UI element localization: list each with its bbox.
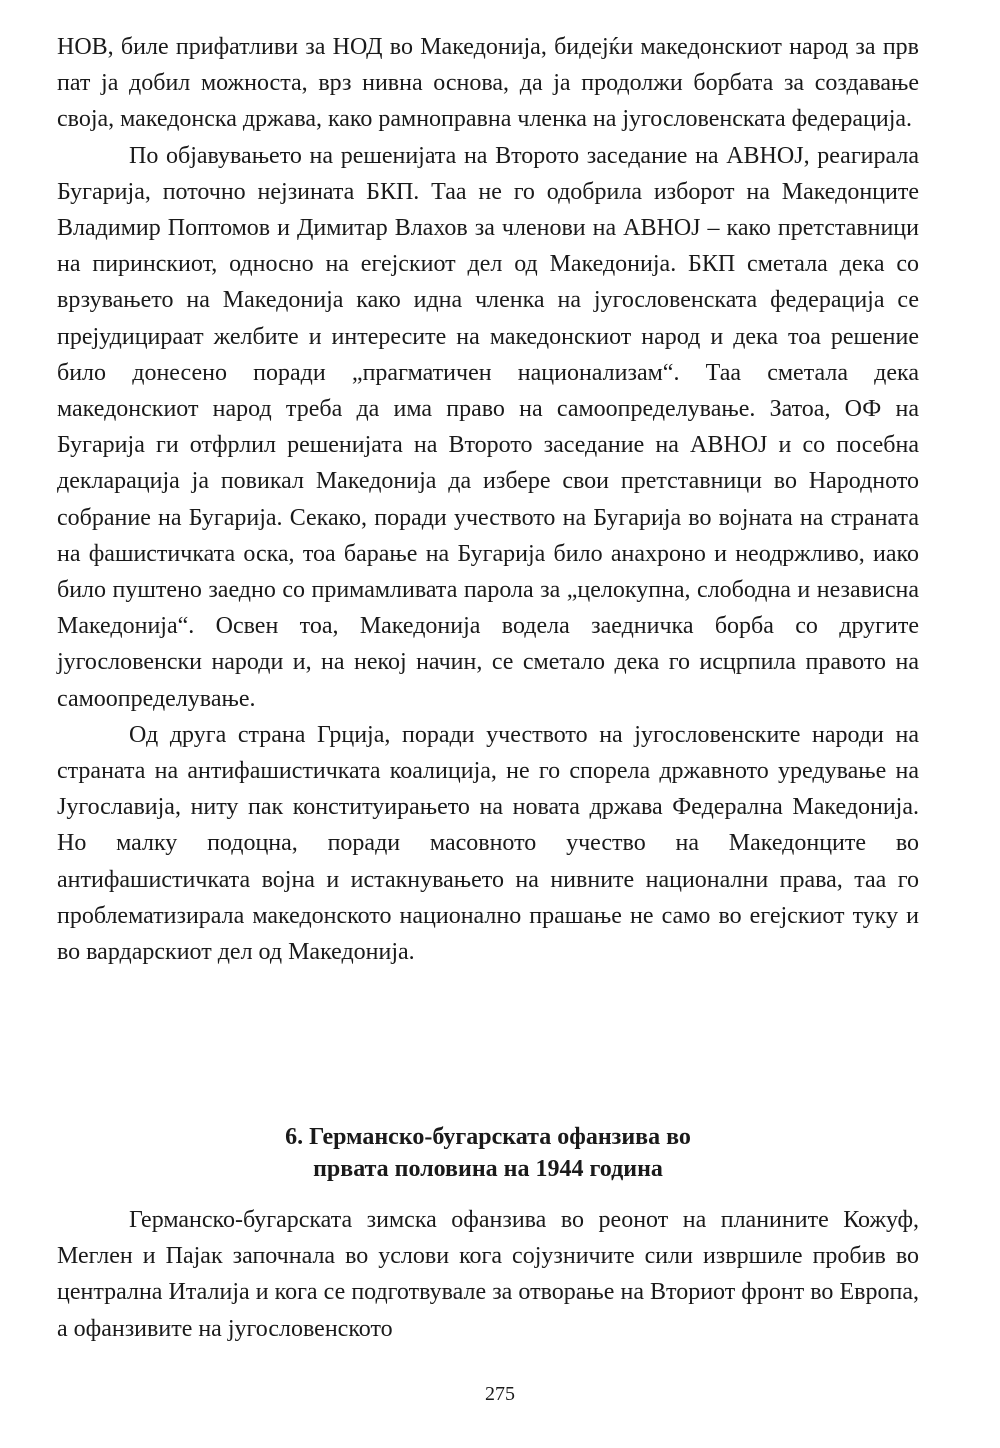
section-heading-line-1: 6. Германско-бугарската офанзива во	[285, 1124, 691, 1150]
section-heading-line-2: првата половина на 1944 година	[313, 1156, 663, 1182]
body-text-bottom	[57, 1202, 919, 1347]
paragraph-continuation: НОВ, биле прифатливи за НОД во Македонија, бидејќи македонскиот народ за прв пат ја добил можноста, врз нивна основа, да ја продолжи борбата за создавање своја, македонска држава, како рамноправна членка на југословенската федерација.	[57, 34, 919, 133]
page-number: 275	[485, 1383, 515, 1405]
paragraph-bulgaria-reaction: По објавувањето на решенијата на Второто заседание на АВНОЈ, реагирала Бугарија, поточно нејзината БКП. Таа не го одобрила изборот на Македонците Владимир Поптомов и Димитар Влахов за членови на АВНОЈ – како претставници на пиринскиот, односно на егејскиот дел од Македонија. БКП сметала дека со врзувањето на Македонија како идна членка на југословенската федерација се прејудицираат желбите и интересите на македонскиот народ и дека тоа решение било донесено поради „прагматичен национализам“. Таа сметала дека македонскиот народ треба да има право на самоопределување. Затоа, ОФ на Бугарија ги отфрлил решенијата на Второто заседание на АВНОЈ и со посебна декларација ја повикал Македонија да избере свои претставници во Народното собрание на Бугарија. Секако, поради учеството на Бугарија во војната на страната на фашистичката оска, тоа барање на Бугарија било анахроно и неодржливо, иако било пуштено заедно со примамливата парола за „целокупна, слободна и независна Македонија“. Освен тоа, Македонија водела заедничка борба со другите југословенски народи и, на некој начин, се сметало дека го исцрпила правото на самоопределување.	[57, 142, 919, 712]
section-heading	[57, 1121, 919, 1185]
body-text-top	[57, 29, 919, 970]
paragraph-winter-offensive: Германско-бугарската зимска офанзива во реонот на планините Кожуф, Меглен и Пајак започнала во услови кога сојузничите сили извршиле пробив во централна Италија и кога се подготвувале за отворање на Вториот фронт во Европа, а офанзивите на југословенското	[57, 1207, 919, 1342]
paragraph-greece-position: Од друга страна Грција, поради учеството на југословенските народи на страната на антифашистичката коалиција, не го спорела државното уредување на Југославија, ниту пак конституирањето на новата држава Федерална Македонија. Но малку подоцна, поради масовното учество на Македонците во антифашистичката војна и истакнувањето на нивните национални права, таа го проблематизирала македонското национално прашање не само во егејскиот туку и во вардарскиот дел од Македонија.	[57, 721, 919, 966]
